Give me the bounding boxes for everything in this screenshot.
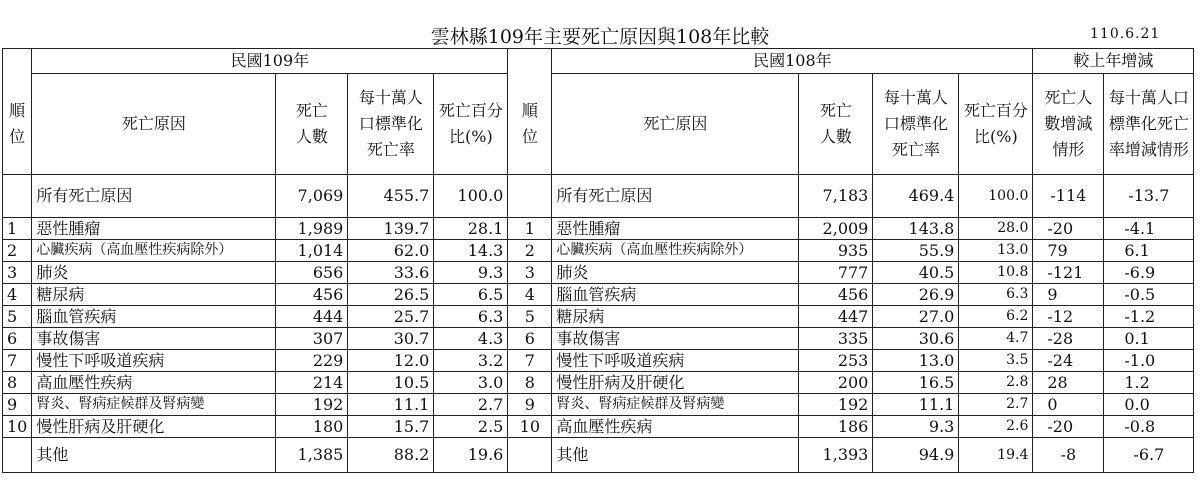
diff-rate-cell: -0.8	[1104, 416, 1194, 438]
rank-header-top	[3, 49, 32, 74]
other-diff-deaths: -8	[1033, 438, 1104, 473]
diff-deaths-cell: -12	[1033, 306, 1104, 328]
table-row	[3, 240, 1194, 262]
rate-cell-109: 10.5	[348, 372, 434, 394]
cause-cell-108: 高血壓性疾病	[552, 416, 799, 438]
deaths-cell-109: 180	[276, 416, 348, 438]
diff-deaths-cell: -20	[1033, 218, 1104, 240]
rank-cell-109: 10	[3, 416, 32, 438]
rank-cell-108: 1	[508, 218, 552, 240]
diff-deaths-cell: -121	[1033, 262, 1104, 284]
table-row	[3, 262, 1194, 284]
other-row	[3, 438, 1194, 473]
total-label-109: 所有死亡原因	[32, 175, 276, 218]
table-row	[3, 284, 1194, 306]
pct-header-109: 死亡百分比(%)	[434, 74, 508, 175]
pct-cell-109: 4.3	[434, 328, 508, 350]
cause-cell-109: 糖尿病	[32, 284, 276, 306]
mortality-comparison-table	[2, 48, 1194, 473]
pct-cell-109: 6.3	[434, 306, 508, 328]
pct-cell-108: 3.5	[959, 350, 1033, 372]
rate-cell-108: 13.0	[873, 350, 959, 372]
other-rate-109: 88.2	[348, 438, 434, 473]
report-date: 110.6.21	[1090, 26, 1161, 42]
pct-cell-108: 2.8	[959, 372, 1033, 394]
pct-cell-108: 2.7	[959, 394, 1033, 416]
rate-cell-108: 55.9	[873, 240, 959, 262]
cause-cell-109: 心臟疾病（高血壓性疾病除外）	[32, 240, 276, 262]
rank-cell-109: 5	[3, 306, 32, 328]
group-header-row	[3, 49, 1194, 74]
pct-header-108: 死亡百分比(%)	[959, 74, 1033, 175]
total-rank-108	[508, 175, 552, 218]
diff-rate-cell: 1.2	[1104, 372, 1194, 394]
deaths-cell-109: 456	[276, 284, 348, 306]
pct-cell-109: 2.7	[434, 394, 508, 416]
total-deaths-109: 7,069	[276, 175, 348, 218]
deaths-cell-108: 335	[799, 328, 873, 350]
pct-cell-108: 28.0	[959, 218, 1033, 240]
deaths-cell-109: 229	[276, 350, 348, 372]
deaths-header-108: 死亡人數	[799, 74, 873, 175]
rate-cell-108: 40.5	[873, 262, 959, 284]
rank-header-top-108	[508, 49, 552, 74]
rank-cell-108: 4	[508, 284, 552, 306]
deaths-header-109: 死亡人數	[276, 74, 348, 175]
total-pct-108: 100.0	[959, 175, 1033, 218]
cause-cell-108: 腎炎、腎病症候群及腎病變	[552, 394, 799, 416]
rate-cell-108: 9.3	[873, 416, 959, 438]
cause-cell-108: 腦血管疾病	[552, 284, 799, 306]
deaths-cell-109: 1,989	[276, 218, 348, 240]
table-row	[3, 350, 1194, 372]
cause-cell-108: 肺炎	[552, 262, 799, 284]
rate-cell-108: 26.9	[873, 284, 959, 306]
other-label-108: 其他	[552, 438, 799, 473]
deaths-cell-108: 192	[799, 394, 873, 416]
diff-rate-cell: -1.0	[1104, 350, 1194, 372]
cause-header-108: 死亡原因	[552, 74, 799, 175]
deaths-cell-108: 253	[799, 350, 873, 372]
rate-cell-108: 27.0	[873, 306, 959, 328]
cause-cell-108: 心臟疾病（高血壓性疾病除外）	[552, 240, 799, 262]
rate-cell-109: 12.0	[348, 350, 434, 372]
deaths-cell-109: 444	[276, 306, 348, 328]
pct-cell-109: 3.2	[434, 350, 508, 372]
total-rate-109: 455.7	[348, 175, 434, 218]
rate-cell-109: 139.7	[348, 218, 434, 240]
page-title: 雲林縣109年主要死亡原因與108年比較	[430, 26, 770, 48]
rank-cell-108: 2	[508, 240, 552, 262]
rank-cell-108: 7	[508, 350, 552, 372]
cause-cell-109: 腦血管疾病	[32, 306, 276, 328]
column-header-row	[3, 74, 1194, 175]
rank-header-108: 順位	[508, 74, 552, 175]
diff-rate-cell: -6.9	[1104, 262, 1194, 284]
rank-cell-109: 9	[3, 394, 32, 416]
other-pct-109: 19.6	[434, 438, 508, 473]
rate-cell-109: 15.7	[348, 416, 434, 438]
pct-cell-109: 28.1	[434, 218, 508, 240]
other-pct-108: 19.4	[959, 438, 1033, 473]
other-rate-108: 94.9	[873, 438, 959, 473]
diff-rate-cell: -1.2	[1104, 306, 1194, 328]
table-row	[3, 394, 1194, 416]
rate-cell-109: 11.1	[348, 394, 434, 416]
other-rank-109	[3, 438, 32, 473]
deaths-cell-109: 656	[276, 262, 348, 284]
cause-cell-109: 慢性肝病及肝硬化	[32, 416, 276, 438]
cause-cell-109: 慢性下呼吸道疾病	[32, 350, 276, 372]
rate-cell-108: 11.1	[873, 394, 959, 416]
cause-cell-108: 惡性腫瘤	[552, 218, 799, 240]
other-deaths-108: 1,393	[799, 438, 873, 473]
rank-cell-108: 9	[508, 394, 552, 416]
rank-cell-108: 10	[508, 416, 552, 438]
group-header-109: 民國109年	[32, 49, 508, 74]
rank-cell-109: 1	[3, 218, 32, 240]
rate-cell-108: 30.6	[873, 328, 959, 350]
rank-header: 順位	[3, 74, 32, 175]
rate-cell-109: 62.0	[348, 240, 434, 262]
diff-deaths-cell: -28	[1033, 328, 1104, 350]
total-diff-deaths: -114	[1033, 175, 1104, 218]
rate-header-109: 每十萬人口標準化死亡率	[348, 74, 434, 175]
pct-cell-108: 10.8	[959, 262, 1033, 284]
deaths-cell-109: 214	[276, 372, 348, 394]
group-header-108: 民國108年	[552, 49, 1033, 74]
diff-deaths-cell: 79	[1033, 240, 1104, 262]
rate-cell-109: 30.7	[348, 328, 434, 350]
rate-cell-108: 16.5	[873, 372, 959, 394]
rank-cell-109: 6	[3, 328, 32, 350]
deaths-cell-108: 777	[799, 262, 873, 284]
diff-rate-cell: -4.1	[1104, 218, 1194, 240]
cause-cell-109: 高血壓性疾病	[32, 372, 276, 394]
pct-cell-108: 6.3	[959, 284, 1033, 306]
cause-cell-109: 肺炎	[32, 262, 276, 284]
other-label-109: 其他	[32, 438, 276, 473]
table-row	[3, 416, 1194, 438]
rank-cell-108: 5	[508, 306, 552, 328]
pct-cell-109: 6.5	[434, 284, 508, 306]
rank-cell-108: 8	[508, 372, 552, 394]
rate-cell-109: 26.5	[348, 284, 434, 306]
cause-cell-108: 事故傷害	[552, 328, 799, 350]
diff-rate-cell: 6.1	[1104, 240, 1194, 262]
group-header-diff: 較上年增減	[1033, 49, 1194, 74]
cause-cell-109: 事故傷害	[32, 328, 276, 350]
pct-cell-108: 2.6	[959, 416, 1033, 438]
table-row	[3, 306, 1194, 328]
diff-rate-header: 每十萬人口標準化死亡率增減情形	[1104, 74, 1194, 175]
rank-cell-109: 4	[3, 284, 32, 306]
diff-deaths-cell: 9	[1033, 284, 1104, 306]
deaths-cell-109: 192	[276, 394, 348, 416]
rank-cell-109: 3	[3, 262, 32, 284]
diff-deaths-cell: -20	[1033, 416, 1104, 438]
deaths-cell-108: 186	[799, 416, 873, 438]
other-diff-rate: -6.7	[1104, 438, 1194, 473]
diff-deaths-cell: 28	[1033, 372, 1104, 394]
diff-deaths-cell: -24	[1033, 350, 1104, 372]
diff-deaths-header: 死亡人數增減情形	[1033, 74, 1104, 175]
rank-cell-109: 2	[3, 240, 32, 262]
rank-cell-108: 6	[508, 328, 552, 350]
rank-cell-108: 3	[508, 262, 552, 284]
rank-cell-109: 8	[3, 372, 32, 394]
table-row	[3, 218, 1194, 240]
deaths-cell-108: 456	[799, 284, 873, 306]
cause-cell-109: 腎炎、腎病症候群及腎病變	[32, 394, 276, 416]
diff-rate-cell: 0.0	[1104, 394, 1194, 416]
other-rank-108	[508, 438, 552, 473]
total-label-108: 所有死亡原因	[552, 175, 799, 218]
rate-header-108: 每十萬人口標準化死亡率	[873, 74, 959, 175]
deaths-cell-108: 935	[799, 240, 873, 262]
pct-cell-108: 4.7	[959, 328, 1033, 350]
cause-cell-108: 慢性下呼吸道疾病	[552, 350, 799, 372]
pct-cell-109: 2.5	[434, 416, 508, 438]
pct-cell-108: 13.0	[959, 240, 1033, 262]
pct-cell-109: 3.0	[434, 372, 508, 394]
rate-cell-109: 33.6	[348, 262, 434, 284]
deaths-cell-109: 307	[276, 328, 348, 350]
deaths-cell-109: 1,014	[276, 240, 348, 262]
diff-deaths-cell: 0	[1033, 394, 1104, 416]
rate-cell-109: 25.7	[348, 306, 434, 328]
deaths-cell-108: 200	[799, 372, 873, 394]
pct-cell-108: 6.2	[959, 306, 1033, 328]
rank-cell-109: 7	[3, 350, 32, 372]
deaths-cell-108: 447	[799, 306, 873, 328]
diff-rate-cell: 0.1	[1104, 328, 1194, 350]
cause-header-109: 死亡原因	[32, 74, 276, 175]
total-rate-108: 469.4	[873, 175, 959, 218]
diff-rate-cell: -0.5	[1104, 284, 1194, 306]
cause-cell-108: 糖尿病	[552, 306, 799, 328]
total-diff-rate: -13.7	[1104, 175, 1194, 218]
total-pct-109: 100.0	[434, 175, 508, 218]
table-row	[3, 372, 1194, 394]
cause-cell-109: 惡性腫瘤	[32, 218, 276, 240]
cause-cell-108: 慢性肝病及肝硬化	[552, 372, 799, 394]
total-deaths-108: 7,183	[799, 175, 873, 218]
other-deaths-109: 1,385	[276, 438, 348, 473]
rate-cell-108: 143.8	[873, 218, 959, 240]
table-row	[3, 328, 1194, 350]
pct-cell-109: 9.3	[434, 262, 508, 284]
pct-cell-109: 14.3	[434, 240, 508, 262]
total-rank	[3, 175, 32, 218]
deaths-cell-108: 2,009	[799, 218, 873, 240]
total-row	[3, 175, 1194, 218]
